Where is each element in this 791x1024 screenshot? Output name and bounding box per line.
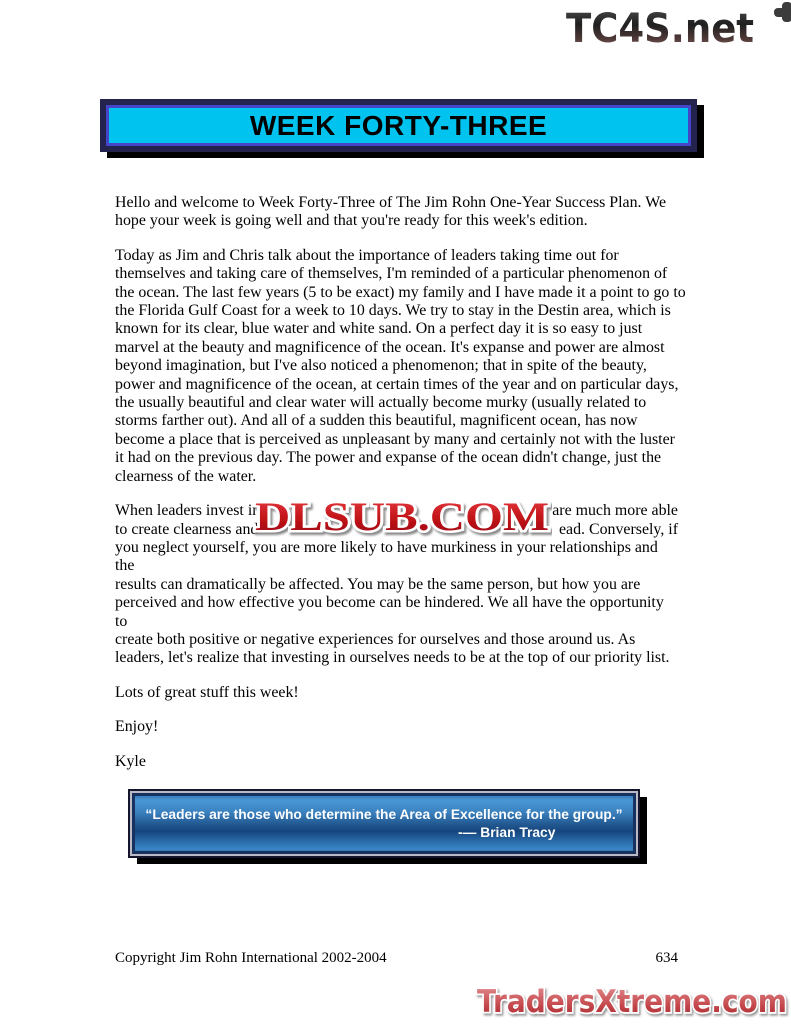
tradersxtreme-logo-text: TradersXtreme.com (477, 984, 787, 1020)
paragraph-intro: Hello and welcome to Week Forty-Three of The Jim Rohn One-Year Success Plan. We hope your week is going well and that you're ready for this week's edition. (115, 194, 666, 230)
p3-line1-right: are much more able (552, 502, 678, 520)
paragraph-enjoy: Enjoy! (115, 718, 159, 736)
signature: Kyle (115, 752, 146, 770)
page-footer (115, 950, 678, 967)
p3-rest: you neglect yourself, you are more likely to have murkiness in your relationships and the results can dramatically be affected. You may be the same person, but how you are perceived and how effective you become can be hindered. We all have the opportunity to create both positive or negative experiences for ourselves and those around us. As leaders, let's realize that investing in ourselves needs to be at the top of our priority list. (115, 538, 670, 667)
tradersxtreme-logo-graphic (473, 981, 791, 1021)
tc4s-logo-graphic (563, 3, 758, 51)
p3-line2-right: ead. Conversely, if (559, 520, 678, 538)
tradersxtreme-logo (473, 981, 791, 1024)
p3-line1-left: When leaders invest in (115, 502, 261, 520)
dlsub-watermark-graphic (252, 488, 552, 540)
week-banner (100, 99, 697, 152)
quote-text: “Leaders are those who determine the Area of Excellence for the group.” (145, 807, 623, 822)
paragraph-ocean-story: Today as Jim and Chris talk about the importance of leaders taking time out for themselves and taking care of themselves, I'm reminded of a particular phenomenon of the ocean. The last few years (5 to be exact) my family and I have made it a point to go to the Florida Gulf Coast for a week to 10 days. We try to stay in the Destin area, which is known for its clear, blue water and white sand. On a perfect day it is so easy to just marvel at the beauty and magnificence of the ocean. It's expanse and power are almost beyond imagination, but I've also noticed a phenomenon; that in spite of the beauty, power and magnificence of the ocean, at certain times of the year and on particular days, the usually beautiful and clear water will actually become murky (usually related to storms farther out). And all of a sudden this beautiful, magnificent ocean, has now become a place that is perceived as unpleasant by many and certainly not with the luster it had on the previous day. The power and expanse of the ocean didn't change, just the clearness of the water. (115, 246, 686, 485)
tc4s-logo-text: TC4S.net (566, 6, 754, 51)
page-number: 634 (655, 950, 678, 966)
corner-cross-shape (772, 1, 791, 28)
paragraph-leaders-invest (115, 494, 678, 668)
p3-line2-left: to create clearness and (115, 520, 259, 538)
tc4s-logo (563, 3, 758, 56)
week-banner-title: WEEK FORTY-THREE (249, 109, 548, 141)
quote-attribution: -— Brian Tracy (458, 825, 556, 840)
quote-box (128, 789, 640, 858)
dlsub-watermark (252, 488, 552, 540)
dlsub-watermark-text: DLSUB.COM (255, 494, 549, 540)
paragraph-great-stuff: Lots of great stuff this week! (115, 683, 299, 701)
letter-body (115, 194, 686, 771)
copyright-text: Copyright Jim Rohn International 2002-2004 (115, 950, 387, 966)
